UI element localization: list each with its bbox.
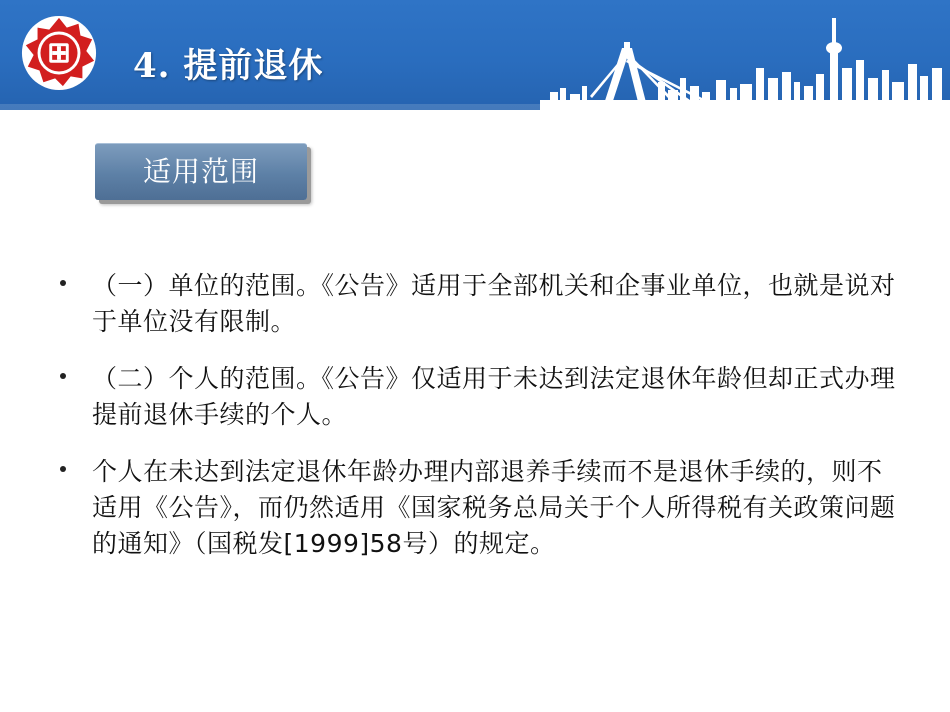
section-tag: 适用范围 — [95, 143, 307, 200]
bullet-text: 个人在未达到法定退休年龄办理内部退养手续而不是退休手续的，则不适用《公告》，而仍然适用《国家税务总局关于个人所得税有关政策问题的通知》（国税发[1999]58号）的规定。 — [92, 457, 896, 558]
bullet-text: （一）单位的范围。《公告》适用于全部机关和企事业单位，也就是说对于单位没有限制。 — [92, 271, 896, 336]
list-item — [60, 361, 900, 433]
bullet-text: （二）个人的范围。《公告》仅适用于未达到法定退休年龄但却正式办理提前退休手续的个人。 — [92, 364, 896, 429]
bullet-icon — [60, 466, 66, 472]
city-skyline-icon — [540, 8, 950, 110]
bullet-icon — [60, 280, 66, 286]
header-banner — [0, 0, 950, 110]
tax-emblem-icon — [20, 14, 98, 92]
header-divider — [0, 104, 950, 110]
bullet-icon — [60, 373, 66, 379]
list-item — [60, 268, 900, 340]
bullet-list — [60, 268, 900, 583]
list-item — [60, 454, 900, 562]
page-title: 4. 提前退休 — [133, 46, 324, 86]
